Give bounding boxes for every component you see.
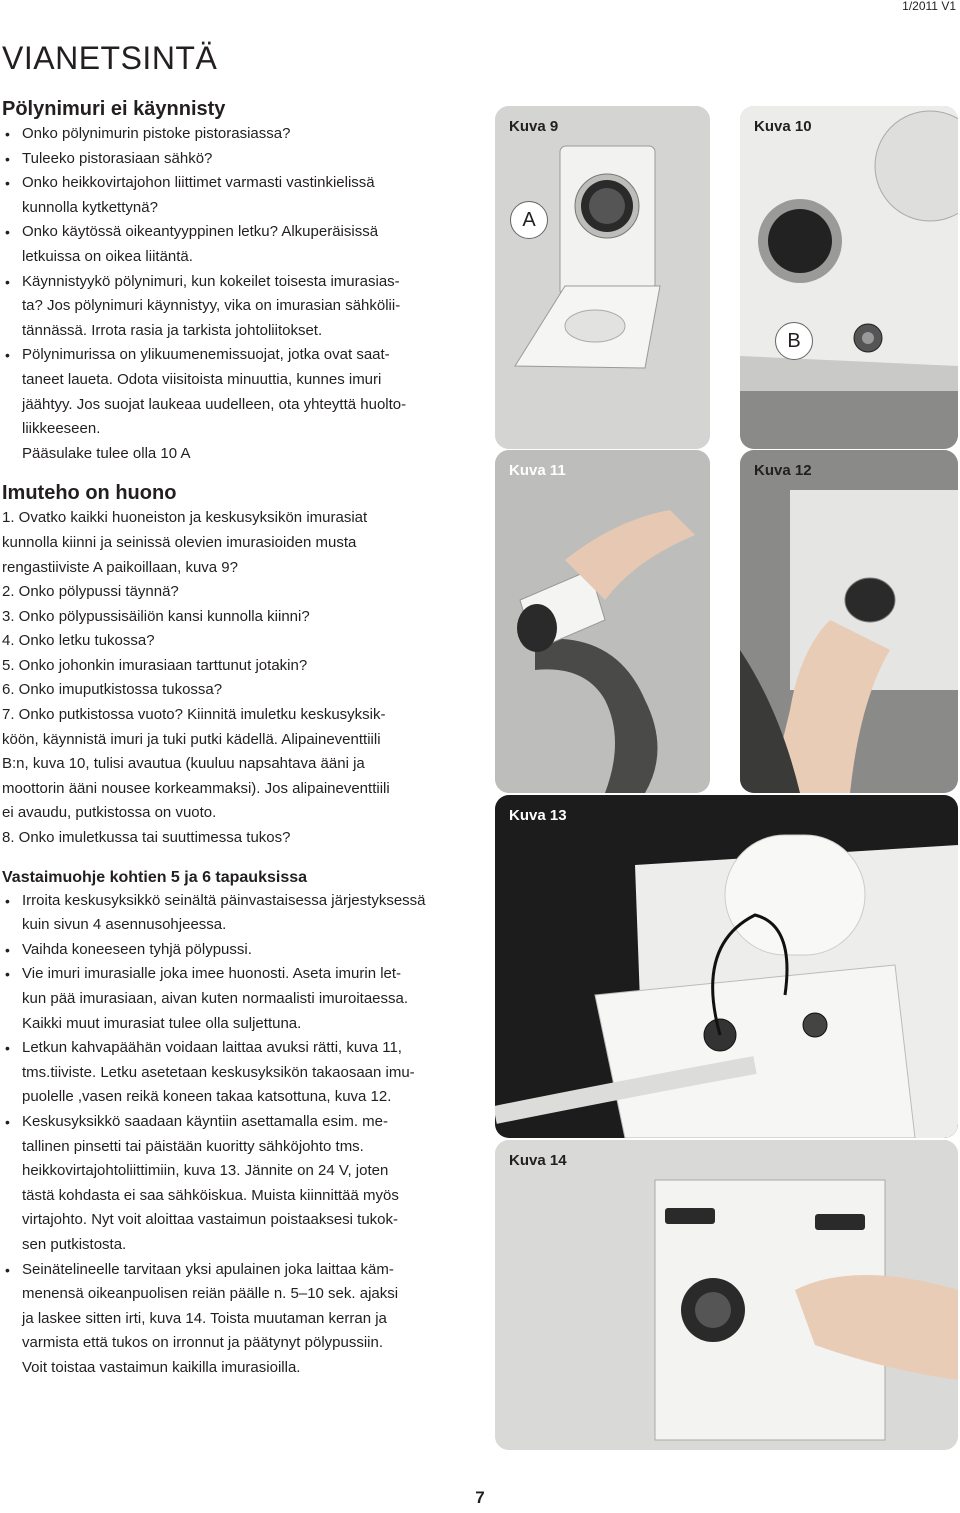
page-title: VIANETSINTÄ	[2, 40, 218, 76]
numbered-step-line: 6. Onko imuputkistossa tukossa?	[2, 681, 223, 699]
figure-14-photo	[495, 1140, 958, 1450]
checklist-item	[2, 147, 472, 172]
numbered-step-line: 7. Onko putkistossa vuoto? Kiinnitä imuletku keskusyksik-	[2, 706, 386, 724]
instruction-item	[2, 1110, 472, 1258]
checklist-item-line: taneet laueta. Odota viisitoista minuuttia, kunnes imuri	[22, 370, 382, 388]
poor-suction-steps	[2, 506, 472, 850]
hose-with-rag-illustration	[495, 450, 710, 793]
instruction-item-line: Kaikki muut imurasiat tulee olla suljettuna.	[22, 1014, 302, 1032]
numbered-step	[2, 605, 472, 630]
instruction-item-line: heikkovirtajohtoliittimiin, kuva 13. Jännite on 24 V, joten	[22, 1162, 389, 1180]
figure-11-photo	[495, 450, 710, 793]
figure-10-photo	[740, 106, 958, 449]
numbered-step	[2, 826, 472, 851]
checklist-item-line: Pölynimurissa on ylikuumenemissuojat, jotka ovat saat-	[22, 346, 390, 364]
checklist-item-line: letkuissa on oikea liitäntä.	[22, 247, 193, 265]
figure-14-caption: Kuva 14	[509, 1152, 567, 1169]
numbered-step	[2, 506, 472, 580]
instruction-item-line: Irroita keskusyksikkö seinältä päinvastaisessa järjestyksessä	[22, 891, 426, 909]
section-title-poor-suction: Imuteho on huono	[2, 482, 177, 505]
numbered-step-line: 8. Onko imuletkussa tai suuttimessa tukos?	[2, 829, 291, 847]
instruction-item-line: Voit toistaa vastaimun kaikilla imurasioilla.	[22, 1358, 301, 1376]
numbered-step-line: 2. Onko pölypussi täynnä?	[2, 583, 179, 601]
numbered-step-line: kunnolla kiinni ja seinissä olevien imurasioiden musta	[2, 533, 357, 551]
instruction-item	[2, 1036, 472, 1110]
text-column	[2, 98, 472, 1381]
checklist-item-line: kunnolla kytkettynä?	[22, 198, 158, 216]
instruction-item-line: puolelle ,vasen reikä koneen takaa katsottuna, kuva 12.	[22, 1088, 392, 1106]
numbered-step-line: rengastiiviste A paikoillaan, kuva 9?	[2, 558, 238, 576]
numbered-step	[2, 678, 472, 703]
instruction-item-line: varmista että tukos on irronnut ja päätynyt pölypussiin.	[22, 1334, 384, 1352]
checklist-item	[2, 220, 472, 269]
numbered-step	[2, 580, 472, 605]
figure-13-photo	[495, 795, 958, 1138]
reverse-suction-instructions	[2, 889, 472, 1381]
instruction-item-line: kun pää imurasiaan, aivan kuten normaalisti imuroitaessa.	[22, 990, 409, 1007]
instruction-item-line: tms.tiiviste. Letku asetetaan keskusyksikön takaosaan imu-	[22, 1063, 415, 1081]
numbered-step-line: B:n, kuva 10, tulisi avautua (kuuluu napsahtava ääni ja	[2, 755, 365, 773]
checklist-item	[2, 122, 472, 147]
checklist-item-line: Käynnistyykö pölynimuri, kun kokeilet toisesta imurasias-	[22, 272, 400, 290]
checklist-item-line: Tuleeko pistorasiaan sähkö?	[22, 149, 213, 167]
marker-a: A	[510, 201, 548, 239]
fuse-note: Pääsulake tulee olla 10 A	[22, 444, 191, 462]
numbered-step-line: 3. Onko pölypussisäiliön kansi kunnolla kiinni?	[2, 607, 310, 625]
low-voltage-connectors-illustration	[495, 795, 958, 1138]
numbered-step-line: ei avaudu, putkistossa on vuoto.	[2, 804, 217, 822]
instruction-item-line: Keskusyksikkö saadaan käyntiin asettamalla esim. me-	[22, 1112, 388, 1130]
checklist-item-line: liikkeeseen.	[22, 420, 101, 438]
numbered-step	[2, 629, 472, 654]
figure-9-caption: Kuva 9	[509, 118, 559, 135]
section-reverse-suction	[2, 869, 472, 1381]
numbered-step-line: 5. Onko johonkin imurasiaan tarttunut jotakin?	[2, 656, 308, 674]
wall-inlet-illustration	[495, 106, 710, 449]
instruction-item-line: tästä kohdasta ei saa sähköiskua. Muista kiinnittää myös	[22, 1186, 399, 1204]
instruction-item-line: tallinen pinsetti tai päistään kuoritty sähköjohto tms.	[22, 1137, 364, 1155]
checklist-item-line: Onko pölynimurin pistoke pistorasiassa?	[22, 125, 291, 142]
instruction-item	[2, 889, 472, 938]
hose-in-central-unit-illustration	[740, 450, 958, 793]
instruction-item-line: Seinätelineelle tarvitaan yksi apulainen joka laittaa käm-	[22, 1260, 394, 1278]
figure-12-caption: Kuva 12	[754, 462, 812, 479]
instruction-item	[2, 962, 472, 1036]
checklist-item-line: ta? Jos pölynimuri käynnistyy, vika on imurasian sähkölii-	[22, 297, 401, 315]
checklist-item	[2, 171, 472, 220]
instruction-item-line: Letkun kahvapäähän voidaan laittaa avuksi rätti, kuva 11,	[22, 1039, 402, 1057]
checklist-item	[2, 343, 472, 441]
page-number: 7	[475, 1488, 485, 1507]
figure-10-caption: Kuva 10	[754, 118, 812, 135]
instruction-item-line: ja laskee sitten irti, kuva 14. Toista muutaman kerran ja	[22, 1309, 387, 1327]
instruction-item	[2, 1258, 472, 1381]
instruction-item-line: virtajohto. Nyt voit aloittaa vastaimun poistaaksesi tukok-	[22, 1211, 399, 1229]
numbered-step	[2, 703, 472, 826]
section-no-start	[2, 98, 472, 466]
instruction-item-line: sen putkistosta.	[22, 1235, 127, 1253]
numbered-step-line: köön, käynnistä imuri ja tuki putki kädellä. Alipaineventtiili	[2, 730, 381, 748]
version-label: 1/2011 V1	[902, 0, 956, 13]
instruction-item-line: menensä oikeanpuolisen reiän päälle n. 5–10 sek. ajaksi	[22, 1285, 399, 1303]
figure-9-photo	[495, 106, 710, 449]
instruction-item-line: Vie imuri imurasialle joka imee huonosti. Aseta imurin let-	[22, 965, 402, 983]
marker-b: B	[775, 322, 813, 360]
instruction-item-line: Vaihda koneeseen tyhjä pölypussi.	[22, 940, 252, 958]
checklist-item	[2, 270, 472, 344]
no-start-checklist	[2, 122, 472, 442]
section-title-no-start: Pölynimuri ei käynnisty	[2, 98, 226, 120]
numbered-step-line: moottorin ääni nousee korkeammaksi). Jos alipaineventtiili	[2, 779, 390, 797]
numbered-step	[2, 654, 472, 679]
section-title-reverse-suction: Vastaimuohje kohtien 5 ja 6 tapauksissa	[2, 868, 308, 886]
instruction-item-line: kuin sivun 4 asennusohjeessa.	[22, 916, 227, 934]
figure-11-caption: Kuva 11	[509, 462, 566, 479]
wall-bracket-hand-illustration	[495, 1140, 958, 1450]
numbered-step-line: 4. Onko letku tukossa?	[2, 632, 155, 650]
checklist-item-line: Onko käytössä oikeantyyppinen letku? Alkuperäisissä	[22, 223, 379, 241]
checklist-item-line: jäähtyy. Jos suojat laukeaa uudelleen, ota yhteyttä huolto-	[22, 395, 407, 413]
version-bar	[0, 0, 960, 12]
checklist-item-line: tännässä. Irrota rasia ja tarkista johtoliitokset.	[22, 321, 323, 339]
section-poor-suction	[2, 482, 472, 850]
central-unit-valve-illustration	[740, 106, 958, 449]
numbered-step-line: 1. Ovatko kaikki huoneiston ja keskusyksikön imurasiat	[2, 509, 368, 527]
figure-13-caption: Kuva 13	[509, 807, 567, 824]
instruction-item	[2, 938, 472, 963]
checklist-item-line: Onko heikkovirtajohon liittimet varmasti vastinkielissä	[22, 174, 375, 192]
figure-12-photo	[740, 450, 958, 793]
